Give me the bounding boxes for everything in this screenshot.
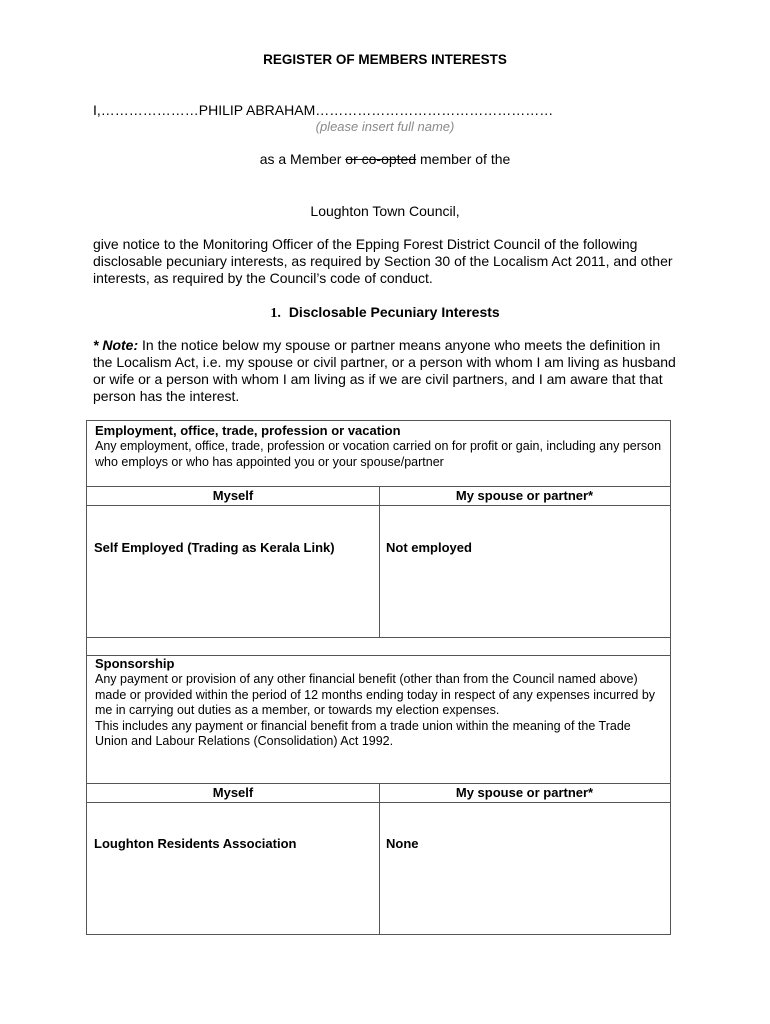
sponsorship-myself-value: Loughton Residents Association xyxy=(94,836,297,851)
sponsorship-table xyxy=(86,783,671,935)
sponsorship-description-1: Any payment or provision of any other financial benefit (other than from the Council named above) made or provided within the period of 12 months ending today in respect of any expenses incurred by me in carrying out duties as a member, or towards my election expenses. xyxy=(95,672,656,717)
member-suffix: member of the xyxy=(416,151,511,167)
employment-myself-value: Self Employed (Trading as Kerala Link) xyxy=(94,540,335,555)
employment-spacer-row xyxy=(86,637,671,656)
employment-column-divider xyxy=(379,487,380,637)
employment-col-myself: Myself xyxy=(212,488,254,503)
name-hint: (please insert full name) xyxy=(315,119,455,134)
sponsorship-col-spouse: My spouse or partner* xyxy=(455,785,594,800)
sponsorship-description-2: This includes any payment or financial benefit from a trade union within the meaning of the Trade Union and Labour Relations (Consolidation) Act 1992. xyxy=(95,718,631,748)
member-name-line: I,…………………PHILIP ABRAHAM…………………………………………… xyxy=(93,102,554,118)
employment-header-box xyxy=(86,420,671,487)
section-heading xyxy=(0,304,770,322)
member-prefix: as a Member xyxy=(259,151,346,167)
struck-co-opted: or co-opted xyxy=(345,151,417,167)
employment-table xyxy=(86,486,671,638)
sponsorship-col-myself: Myself xyxy=(212,785,254,800)
council-name: Loughton Town Council, xyxy=(310,203,460,219)
notice-paragraph: give notice to the Monitoring Officer of the Epping Forest District Council of the following disclosable pecuniary interests, as required by Section 30 of the Localism Act 2011, and other interests, as required by the Council’s code of conduct. xyxy=(93,236,673,286)
member-type-line xyxy=(0,151,770,167)
employment-heading: Employment, office, trade, profession or vacation xyxy=(95,423,401,438)
sponsorship-spouse-value: None xyxy=(386,836,419,851)
sponsorship-column-divider xyxy=(379,784,380,934)
note-text: In the notice below my spouse or partner means anyone who meets the definition in the Localism Act, i.e. my spouse or civil partner, or a person with whom I am living as husband or wife or a person with whom I am living as if we are civil partners, and I am aware that that person has the interest. xyxy=(93,337,676,404)
employment-col-spouse: My spouse or partner* xyxy=(455,488,594,503)
note-paragraph xyxy=(93,337,683,405)
employment-description: Any employment, office, trade, profession or vocation carried on for profit or gain, including any person who employs or who has appointed you or your spouse/partner xyxy=(95,439,662,469)
section-number: 1. xyxy=(270,306,281,321)
sponsorship-heading: Sponsorship xyxy=(95,656,175,671)
document-title: REGISTER OF MEMBERS INTERESTS xyxy=(263,52,507,67)
note-label: * Note: xyxy=(93,337,139,353)
section-title: Disclosable Pecuniary Interests xyxy=(288,304,500,320)
sponsorship-header-box xyxy=(86,655,671,784)
employment-spouse-value: Not employed xyxy=(386,540,472,555)
